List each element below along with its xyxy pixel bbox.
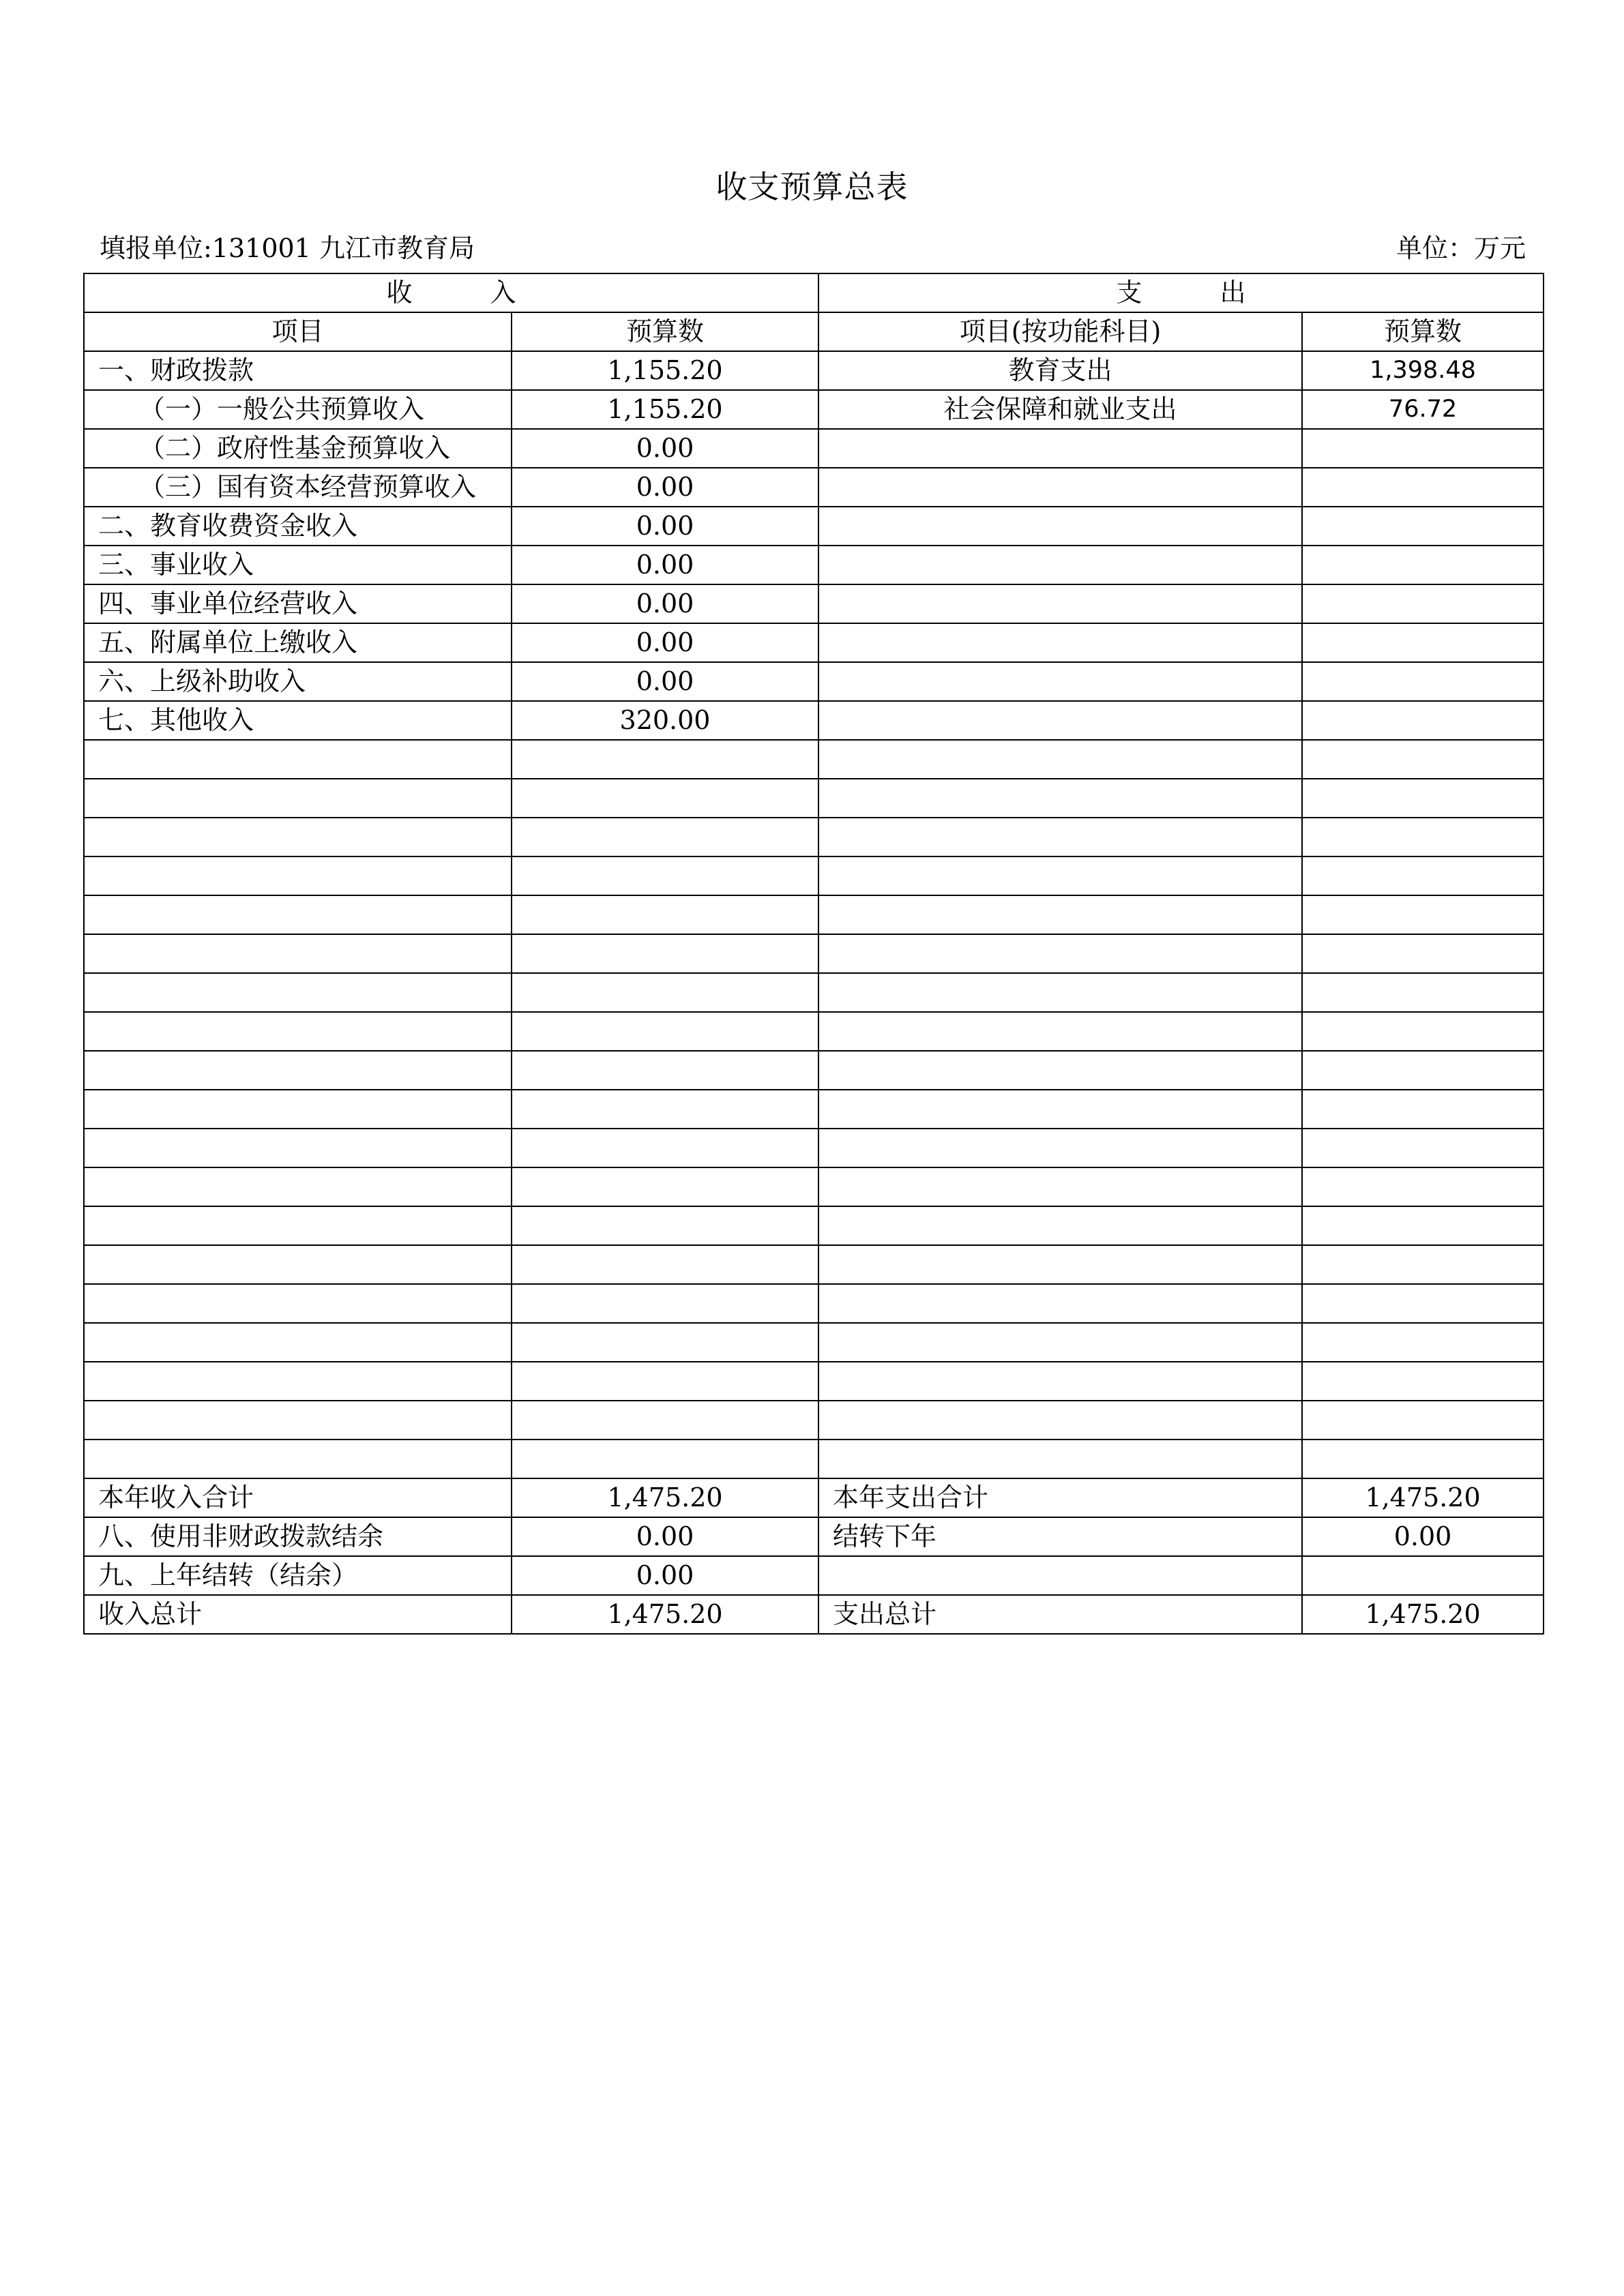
expense-item-cell (818, 662, 1302, 701)
expense-value-cell (1302, 507, 1544, 546)
empty-cell (512, 895, 818, 934)
empty-cell (84, 1012, 512, 1051)
expense-value-cell (1302, 701, 1544, 740)
empty-cell (84, 1245, 512, 1284)
empty-cell (512, 818, 818, 856)
empty-cell (84, 973, 512, 1012)
empty-cell (818, 779, 1302, 818)
empty-cell (1302, 1440, 1544, 1478)
income-item-cell: 三、事业收入 (84, 546, 512, 584)
blank-row (84, 1129, 1544, 1167)
income-item-header: 项目 (84, 312, 512, 351)
expense-item-cell: 教育支出 (818, 351, 1302, 390)
income-value-cell: 0.00 (512, 662, 818, 701)
empty-cell (1302, 779, 1544, 818)
reporting-unit: 填报单位:131001 九江市教育局 (100, 233, 475, 263)
blank-row (84, 856, 1544, 895)
empty-cell (1302, 1090, 1544, 1129)
income-value-cell: 1,155.20 (512, 351, 818, 390)
income-value-cell: 320.00 (512, 701, 818, 740)
empty-cell (512, 973, 818, 1012)
blank-row (84, 1440, 1544, 1478)
summary-income-value: 1,475.20 (512, 1595, 818, 1634)
table-row (84, 351, 1544, 390)
empty-cell (512, 1051, 818, 1090)
income-value-cell: 1,155.20 (512, 390, 818, 429)
blank-row (84, 934, 1544, 973)
expense-item-cell (818, 507, 1302, 546)
empty-cell (818, 740, 1302, 779)
table-row (84, 429, 1544, 468)
table-row (84, 507, 1544, 546)
empty-cell (818, 1284, 1302, 1323)
empty-cell (818, 1440, 1302, 1478)
summary-income-label: 八、使用非财政拨款结余 (84, 1517, 512, 1556)
blank-row (84, 895, 1544, 934)
expense-value-cell (1302, 623, 1544, 662)
expense-item-cell (818, 546, 1302, 584)
empty-cell (84, 1167, 512, 1206)
summary-income-label: 收入总计 (84, 1595, 512, 1634)
empty-cell (1302, 740, 1544, 779)
empty-cell (818, 1167, 1302, 1206)
income-item-cell: 六、上级补助收入 (84, 662, 512, 701)
empty-cell (818, 1129, 1302, 1167)
empty-cell (84, 1440, 512, 1478)
blank-row (84, 1206, 1544, 1245)
empty-cell (512, 1440, 818, 1478)
section-header-row (84, 273, 1544, 312)
empty-cell (84, 934, 512, 973)
income-item-cell: 二、教育收费资金收入 (84, 507, 512, 546)
income-item-cell: 七、其他收入 (84, 701, 512, 740)
empty-cell (818, 1012, 1302, 1051)
expense-value-cell (1302, 468, 1544, 507)
empty-cell (1302, 1051, 1544, 1090)
expense-item-cell (818, 623, 1302, 662)
expense-value-cell (1302, 584, 1544, 623)
budget-table (83, 273, 1544, 1635)
empty-cell (1302, 1245, 1544, 1284)
empty-cell (84, 779, 512, 818)
empty-cell (1302, 1206, 1544, 1245)
summary-expense-label: 本年支出合计 (818, 1478, 1302, 1517)
empty-cell (84, 1362, 512, 1401)
table-row (84, 623, 1544, 662)
empty-cell (818, 934, 1302, 973)
empty-cell (512, 1362, 818, 1401)
empty-cell (512, 934, 818, 973)
empty-cell (1302, 895, 1544, 934)
summary-income-value: 1,475.20 (512, 1478, 818, 1517)
empty-cell (1302, 1401, 1544, 1440)
income-item-cell: （三）国有资本经营预算收入 (84, 468, 512, 507)
blank-row (84, 818, 1544, 856)
empty-cell (818, 1206, 1302, 1245)
empty-cell (1302, 856, 1544, 895)
empty-cell (818, 856, 1302, 895)
blank-row (84, 1167, 1544, 1206)
empty-cell (512, 1401, 818, 1440)
empty-cell (512, 1206, 818, 1245)
empty-cell (84, 818, 512, 856)
empty-cell (1302, 1129, 1544, 1167)
empty-cell (84, 895, 512, 934)
expense-section-header: 支 出 (818, 273, 1544, 312)
blank-row (84, 1090, 1544, 1129)
blank-row (84, 1323, 1544, 1362)
income-value-cell: 0.00 (512, 623, 818, 662)
empty-cell (84, 1284, 512, 1323)
empty-cell (818, 895, 1302, 934)
empty-cell (512, 1323, 818, 1362)
table-row (84, 701, 1544, 740)
table-row (84, 584, 1544, 623)
expense-item-cell (818, 584, 1302, 623)
empty-cell (84, 1206, 512, 1245)
empty-cell (1302, 973, 1544, 1012)
empty-cell (84, 1401, 512, 1440)
expense-item-cell (818, 429, 1302, 468)
expense-value-cell (1302, 429, 1544, 468)
expense-item-cell (818, 468, 1302, 507)
empty-cell (84, 1129, 512, 1167)
empty-cell (818, 1362, 1302, 1401)
currency-unit: 单位：万元 (1396, 233, 1526, 263)
blank-row (84, 740, 1544, 779)
income-item-cell: 四、事业单位经营收入 (84, 584, 512, 623)
empty-cell (512, 1012, 818, 1051)
empty-cell (818, 973, 1302, 1012)
summary-row (84, 1556, 1544, 1595)
expense-value-cell (1302, 546, 1544, 584)
empty-cell (512, 1090, 818, 1129)
empty-cell (1302, 1167, 1544, 1206)
summary-row (84, 1595, 1544, 1634)
income-item-cell: 五、附属单位上缴收入 (84, 623, 512, 662)
summary-expense-value: 0.00 (1302, 1517, 1544, 1556)
expense-item-header: 项目(按功能科目) (818, 312, 1302, 351)
income-value-cell: 0.00 (512, 468, 818, 507)
income-value-cell: 0.00 (512, 584, 818, 623)
summary-expense-label (818, 1556, 1302, 1595)
empty-cell (1302, 1012, 1544, 1051)
summary-expense-value: 1,475.20 (1302, 1595, 1544, 1634)
empty-cell (512, 1129, 818, 1167)
income-value-cell: 0.00 (512, 507, 818, 546)
empty-cell (512, 1284, 818, 1323)
empty-cell (512, 856, 818, 895)
empty-cell (512, 779, 818, 818)
blank-row (84, 1362, 1544, 1401)
empty-cell (818, 1090, 1302, 1129)
empty-cell (1302, 818, 1544, 856)
blank-row (84, 973, 1544, 1012)
income-budget-header: 预算数 (512, 312, 818, 351)
expense-value-cell: 1,398.48 (1302, 351, 1544, 390)
income-item-cell: （二）政府性基金预算收入 (84, 429, 512, 468)
empty-cell (818, 1401, 1302, 1440)
empty-cell (84, 740, 512, 779)
empty-cell (84, 1051, 512, 1090)
summary-expense-label: 结转下年 (818, 1517, 1302, 1556)
blank-row (84, 1012, 1544, 1051)
page-title: 收支预算总表 (715, 168, 909, 205)
column-header-row (84, 312, 1544, 351)
empty-cell (818, 1323, 1302, 1362)
expense-budget-header: 预算数 (1302, 312, 1544, 351)
summary-income-value: 0.00 (512, 1556, 818, 1595)
empty-cell (84, 1323, 512, 1362)
expense-item-cell (818, 701, 1302, 740)
empty-cell (512, 1167, 818, 1206)
summary-income-label: 九、上年结转（结余） (84, 1556, 512, 1595)
empty-cell (1302, 1323, 1544, 1362)
summary-row (84, 1517, 1544, 1556)
expense-item-cell: 社会保障和就业支出 (818, 390, 1302, 429)
income-section-header: 收 入 (84, 273, 818, 312)
blank-row (84, 779, 1544, 818)
empty-cell (1302, 934, 1544, 973)
summary-row (84, 1478, 1544, 1517)
summary-expense-label: 支出总计 (818, 1595, 1302, 1634)
empty-cell (818, 1245, 1302, 1284)
summary-income-value: 0.00 (512, 1517, 818, 1556)
empty-cell (84, 1090, 512, 1129)
empty-cell (818, 818, 1302, 856)
income-value-cell: 0.00 (512, 546, 818, 584)
blank-row (84, 1245, 1544, 1284)
table-row (84, 468, 1544, 507)
summary-expense-value (1302, 1556, 1544, 1595)
expense-value-cell: 76.72 (1302, 390, 1544, 429)
empty-cell (512, 740, 818, 779)
summary-expense-value: 1,475.20 (1302, 1478, 1544, 1517)
empty-cell (1302, 1284, 1544, 1323)
blank-row (84, 1051, 1544, 1090)
expense-value-cell (1302, 662, 1544, 701)
blank-row (84, 1401, 1544, 1440)
table-row (84, 662, 1544, 701)
empty-cell (512, 1245, 818, 1284)
table-row (84, 546, 1544, 584)
income-item-cell: （一）一般公共预算收入 (84, 390, 512, 429)
empty-cell (818, 1051, 1302, 1090)
blank-row (84, 1284, 1544, 1323)
empty-cell (84, 856, 512, 895)
income-item-cell: 一、财政拨款 (84, 351, 512, 390)
table-row (84, 390, 1544, 429)
summary-income-label: 本年收入合计 (84, 1478, 512, 1517)
empty-cell (1302, 1362, 1544, 1401)
income-value-cell: 0.00 (512, 429, 818, 468)
